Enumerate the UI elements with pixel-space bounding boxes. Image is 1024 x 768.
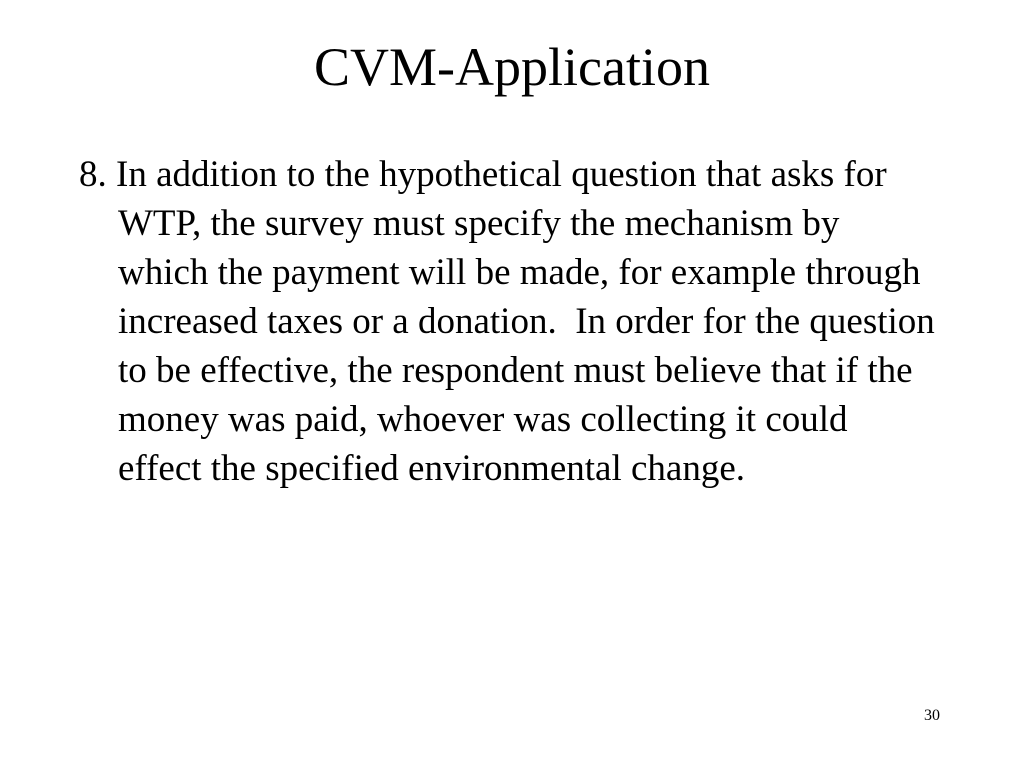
slide-title: CVM-Application [314, 37, 710, 97]
slide-body [79, 150, 939, 493]
slide-number: 30 [924, 707, 940, 724]
body-paragraph: 8. In addition to the hypothetical question that asks for WTP, the survey must specify the mechanism by which the payment will be made, for example through increased taxes or a donation. In order for the question to be effective, the respondent must believe that if the money was paid, whoever was collecting it could effect the specified environmental change. [79, 154, 935, 489]
